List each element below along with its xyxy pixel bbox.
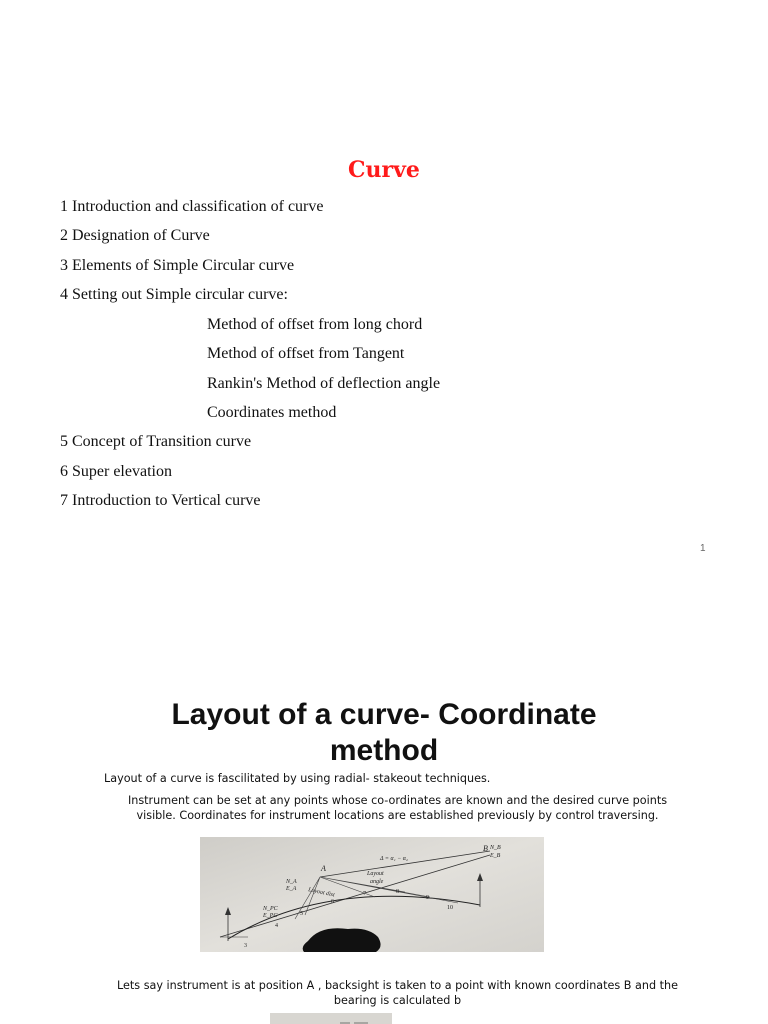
slide-2-title	[0, 697, 768, 769]
label-point-8: 8	[396, 889, 399, 895]
toc-item: 6 Super elevation	[60, 463, 172, 480]
formula-photo-background	[270, 1015, 392, 1024]
label-npc: N_PC	[263, 906, 278, 912]
label-point-6: 6	[331, 899, 334, 905]
slide-2-title-line-2: method	[329, 734, 439, 767]
paragraph-instrument-line-2: visible. Coordinates for instrument locations are established previously by control traversing.	[136, 809, 659, 822]
toc-item: 5 Concept of Transition curve	[60, 433, 252, 450]
label-ea: E_A	[286, 886, 297, 892]
slide-1-title: Curve	[348, 157, 420, 183]
label-point-5: 5	[300, 911, 303, 917]
paragraph-instrument-position-line-1: Lets say instrument is at position A , backsight is taken to a point with known coordinates B and the	[117, 979, 678, 992]
paragraph-intro: Layout of a curve is fascilitated by using radial- stakeout techniques.	[104, 772, 491, 785]
label-point-3: 3	[244, 943, 247, 949]
paragraph-instrument-position	[0, 978, 768, 1008]
label-na: N_A	[286, 879, 297, 885]
label-layout-angle-1: Layout	[367, 871, 384, 877]
slide-2-title-line-1: Layout of a curve- Coordinate	[171, 698, 597, 731]
label-eb: E_B	[490, 853, 501, 859]
page-number: 1	[700, 543, 706, 554]
formula-photo-graphic	[270, 1015, 392, 1024]
toc-item: 4 Setting out Simple circular curve:	[60, 286, 288, 303]
label-b: B	[483, 844, 488, 853]
label-epc: E_PC	[263, 913, 278, 919]
toc-subitem: Coordinates method	[207, 404, 337, 421]
label-nb: N_B	[490, 845, 501, 851]
label-point-10: 10	[447, 905, 453, 911]
toc-subitem: Method of offset from long chord	[207, 316, 423, 333]
toc-item: 1 Introduction and classification of curve	[60, 198, 324, 215]
toc-item: 2 Designation of Curve	[60, 227, 210, 244]
label-a: A	[321, 864, 326, 873]
curve-layout-figure-photo	[200, 837, 544, 952]
label-layout-angle-2: angle	[370, 879, 384, 885]
formula-photo-partial	[270, 1013, 392, 1024]
toc-subitem: Method of offset from Tangent	[207, 345, 405, 362]
label-point-4: 4	[275, 923, 278, 929]
label-delta: Δ = α₁ − α₂	[380, 856, 408, 862]
toc-item: 7 Introduction to Vertical curve	[60, 492, 261, 509]
paragraph-instrument	[0, 793, 768, 823]
paragraph-instrument-position-line-2: bearing is calculated b	[333, 994, 462, 1007]
label-point-7: 7	[363, 891, 366, 897]
label-layout-dist: Layout dist	[307, 887, 336, 899]
curve-layout-diagram	[200, 837, 544, 952]
label-point-9: 9	[426, 895, 429, 901]
paragraph-instrument-line-1: Instrument can be set at any points whose co-ordinates are known and the desired curve points	[127, 794, 668, 807]
toc-subitem: Rankin's Method of deflection angle	[207, 375, 441, 392]
toc-item: 3 Elements of Simple Circular curve	[60, 257, 295, 274]
